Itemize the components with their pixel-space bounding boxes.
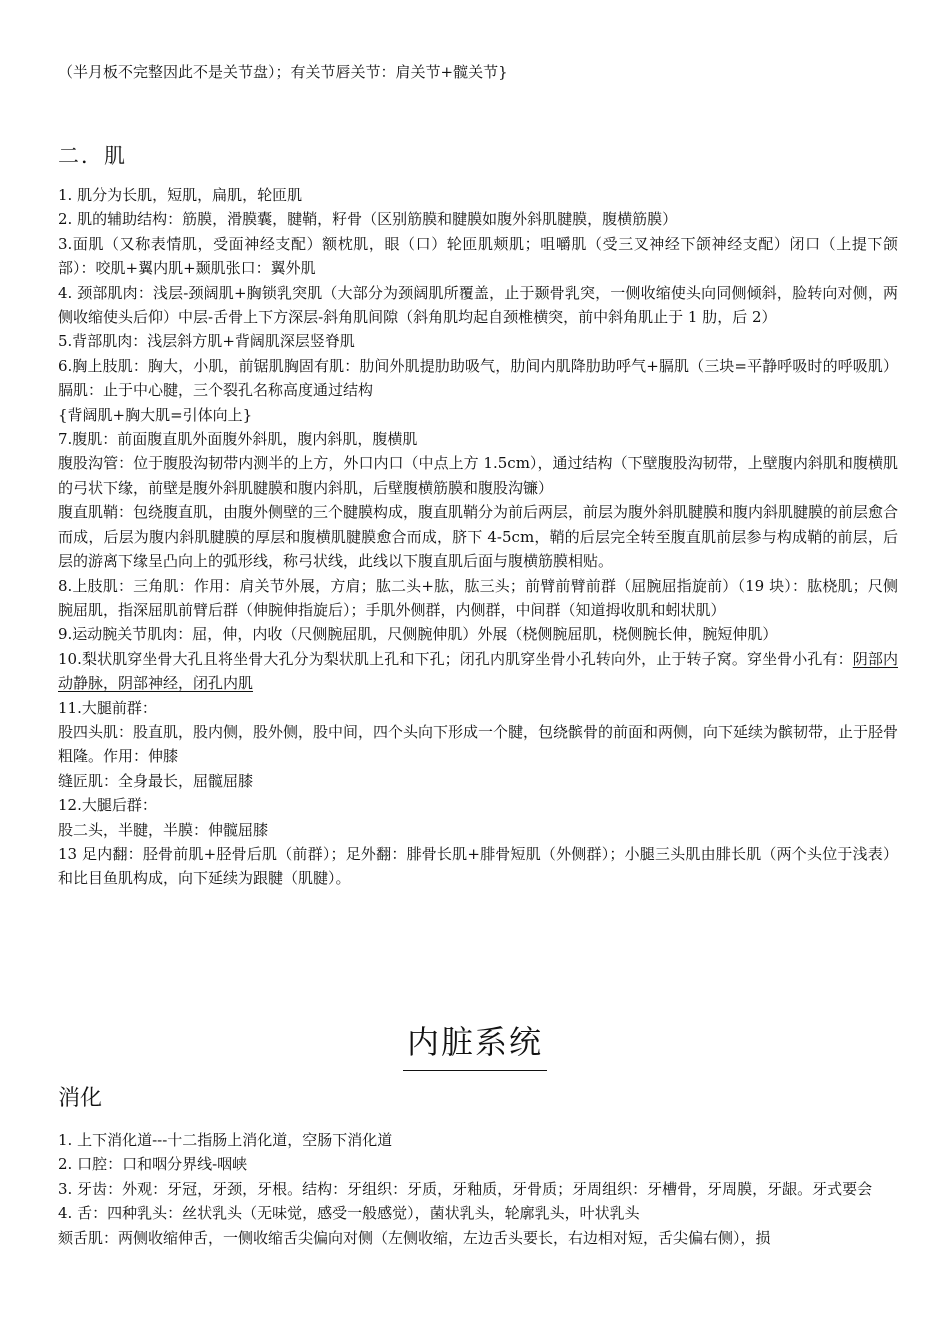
- paragraph: 2. 口腔：口和咽分界线-咽峡: [58, 1155, 248, 1174]
- paragraph: 腹直肌鞘：包绕腹直肌，由腹外侧壁的三个腱膜构成，腹直肌鞘分为前后两层，前层为腹外斜肌腱膜和腹内斜肌腱膜的前层愈合而成，后层为腹内斜肌腱膜的厚层和腹横肌腱膜愈合而成，脐下 4-5cm，鞘的后层完全转至腹直肌前层参与构成鞘的前层，后层的游离下缘呈凸向上的弧形线，称弓状线，此线以下腹直肌后面与腹横筋膜相贴。: [58, 503, 899, 571]
- underlined-text: 阴部内动静脉，阴部神经，闭孔内肌: [58, 649, 898, 693]
- paragraph-with-underline: [58, 647, 898, 696]
- paragraph: 股四头肌：股直肌，股内侧，股外侧，股中间，四个头向下形成一个腱，包绕髌骨的前面和两侧，向下延续为髌韧带，止于胫骨粗隆。作用：伸膝: [58, 722, 899, 766]
- paragraph: 8.上肢肌：三角肌：作用：肩关节外展，方肩；肱二头+肱，肱三头；前臂前臂前群（屈腕屈指旋前）（19 块）：肱桡肌；尺侧腕屈肌，指深屈肌前臂后群（伸腕伸指旋后）；手肌外侧群，内侧群，中间群（知道拇收肌和蚓状肌）: [58, 576, 898, 619]
- paragraph: 3.面肌（又称表情肌，受面神经支配）额枕肌，眼（口）轮匝肌颊肌；咀嚼肌（受三叉神经下颌神经支配）闭口（上提下颌部）：咬肌+翼内肌+颞肌张口：翼外肌: [58, 234, 898, 278]
- paragraph: 2. 肌的辅助结构：筋膜，滑膜囊，腱鞘，籽骨（区别筋膜和腱膜如腹外斜肌腱膜，腹横筋膜）: [58, 210, 678, 229]
- section-heading-digestion: 消化: [58, 1086, 103, 1111]
- paragraph: 13 足内翻：胫骨前肌+胫骨后肌（前群）；足外翻：腓骨长肌+腓骨短肌（外侧群）；小腿三头肌由腓长肌（两个头位于浅表）和比目鱼肌构成，向下延续为跟腱（肌腱）。: [58, 844, 898, 888]
- paragraph: 4. 舌：四种乳头：丝状乳头（无味觉，感受一般感觉），菌状乳头，轮廓乳头，叶状乳头: [58, 1204, 640, 1223]
- paragraph: 9.运动腕关节肌肉：屈，伸，内收（尺侧腕屈肌，尺侧腕伸肌）外展（桡侧腕屈肌，桡侧腕长伸，腕短伸肌）: [58, 625, 778, 644]
- paragraph: 1. 肌分为长肌，短肌，扁肌，轮匝肌: [58, 186, 303, 204]
- section-heading-muscle: 二．肌: [58, 144, 127, 168]
- paragraph: 5.背部肌肉：浅层斜方肌+背阔肌深层竖脊肌: [58, 332, 355, 351]
- paragraph: 4. 颈部肌肉：浅层-颈阔肌+胸锁乳突肌（大部分为颈阔肌所覆盖，止于颞骨乳突，一侧收缩使头向同侧倾斜，脸转向对侧，两侧收缩使头后仰）中层-舌骨上下方深层-斜角肌间隙（斜角肌均起自颈椎横突，前中斜角肌止于 1 肋，后 2）: [58, 283, 898, 327]
- muscle-section-body: [58, 183, 898, 891]
- paragraph: {背阔肌+胸大肌=引体向上}: [58, 405, 253, 424]
- digestion-section-body: [58, 1128, 898, 1250]
- paragraph-text: 10.梨状肌穿坐骨大孔且将坐骨大孔分为梨状肌上孔和下孔；闭孔内肌穿坐骨小孔转向外，止于转子窝。穿坐骨小孔有：: [58, 649, 853, 668]
- paragraph: 7.腹肌：前面腹直肌外面腹外斜肌，腹内斜肌，腹横肌: [58, 430, 418, 449]
- paragraph: 11.大腿前群：: [58, 698, 157, 717]
- paragraph: 12.大腿后群：: [58, 796, 157, 815]
- continuation-line: （半月板不完整因此不是关节盘）；有关节唇关节：肩关节+髋关节}: [58, 63, 508, 81]
- paragraph: 颏舌肌：两侧收缩伸舌，一侧收缩舌尖偏向对侧（左侧收缩，左边舌头要长，右边相对短，舌尖偏右侧），损: [58, 1228, 771, 1247]
- chapter-title-wrapper: [0, 1018, 950, 1071]
- paragraph: 1. 上下消化道---十二指肠上消化道，空肠下消化道: [58, 1131, 393, 1149]
- paragraph: 3. 牙齿：外观：牙冠，牙颈，牙根。结构：牙组织：牙质，牙釉质，牙骨质；牙周组织：牙槽骨，牙周膜，牙龈。牙式要会: [58, 1179, 873, 1198]
- paragraph: 缝匠肌：全身最长，屈髋屈膝: [58, 771, 254, 790]
- paragraph: 6.胸上肢肌：胸大，小肌，前锯肌胸固有肌：肋间外肌提肋助吸气，肋间内肌降肋助呼气+膈肌（三块=平静呼吸时的呼吸肌）膈肌：止于中心腱，三个裂孔名称高度通过结构: [58, 356, 898, 400]
- paragraph: 股二头，半腱，半膜：伸髋屈膝: [58, 820, 269, 839]
- chapter-title: 内脏系统: [403, 1018, 547, 1071]
- paragraph: 腹股沟管：位于腹股沟韧带内测半的上方，外口内口（中点上方 1.5cm），通过结构（下壁腹股沟韧带，上壁腹内斜肌和腹横肌的弓状下缘，前壁是腹外斜肌腱膜和腹内斜肌，后壁腹横筋膜和腹股沟镰）: [58, 454, 898, 497]
